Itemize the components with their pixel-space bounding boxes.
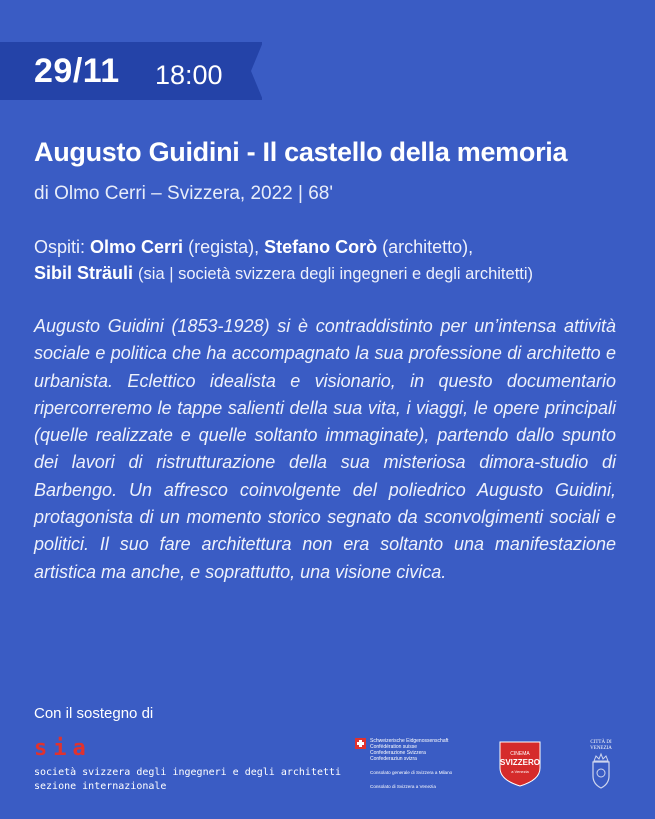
swiss-line: Schweizerische Eidgenossenschaft <box>370 738 449 744</box>
event-title: Augusto Guidini - Il castello della memoria <box>34 137 568 167</box>
sia-text <box>34 766 341 794</box>
consulate-milano: Consolato generale di Svizzera a Milano <box>370 770 453 775</box>
swiss-line: Confederazione Svizzera <box>370 750 426 756</box>
guest-name: Stefano Corò <box>264 237 378 257</box>
swiss-line: Confederaziun svizra <box>370 756 417 762</box>
event-description: Augusto Guidini (1853-1928) si è contraddistinto per un’intensa attività sociale e politica che ha accompagnato la sua professione di architetto e urbanista. Eclettico idealista e visionario, in questo documentario ripercorreremo le tappe salienti della sua vita, i viaggi, le opere principali (quelle realizzate e quelle soltanto immaginate), partendo dallo spunto dei lavori di ristrutturazione della sua misteriosa dimora-studio di Barbengo. Un affresco coinvolgente del poliedrico Augusto Guidini, protagonista di un momento storico segnato da sconvolgimenti sociali e politici. Il suo fare architettura non era soltanto una manifestazione artistica ma anche, e soprattutto, una visione civica. <box>34 316 616 582</box>
support-label: Con il sostegno di <box>34 705 154 722</box>
guests-label: Ospiti: <box>34 237 86 257</box>
guests <box>34 234 634 287</box>
consulate-venezia: Consolato di Svizzera a Venezia <box>370 784 436 789</box>
guest-name: Olmo Cerri <box>90 237 184 257</box>
swiss-flag-icon <box>355 738 366 749</box>
guest-role: (architetto), <box>382 237 474 257</box>
guest-role: (sia | società svizzera degli ingegneri e degli architetti) <box>138 265 534 283</box>
swiss-line: Confédération suisse <box>370 744 417 750</box>
cinema-text: SVIZZERO <box>499 758 541 767</box>
cinema-svizzero-logo <box>496 738 544 788</box>
sia-line: società svizzera degli ingegneri e degli architetti <box>34 767 342 778</box>
cinema-text: CINEMA <box>510 751 530 757</box>
event-subtitle: di Olmo Cerri – Svizzera, 2022 | 68' <box>34 183 333 204</box>
venezia-crest-icon <box>584 752 618 790</box>
cinema-text: a Venezia <box>511 769 529 774</box>
guest-name: Sibil Sträuli <box>34 263 134 283</box>
guest-role: (regista), <box>188 237 260 257</box>
citta-di-venezia-logo <box>584 740 618 792</box>
venezia-text: CITTÀ DI <box>590 740 612 745</box>
event-time: 18:00 <box>155 60 223 90</box>
event-date: 29/11 <box>34 52 120 90</box>
sia-logo: sia <box>34 736 92 761</box>
swiss-lines <box>370 738 480 762</box>
sia-line: sezione internazionale <box>34 781 167 792</box>
venezia-text: VENEZIA <box>590 746 612 751</box>
